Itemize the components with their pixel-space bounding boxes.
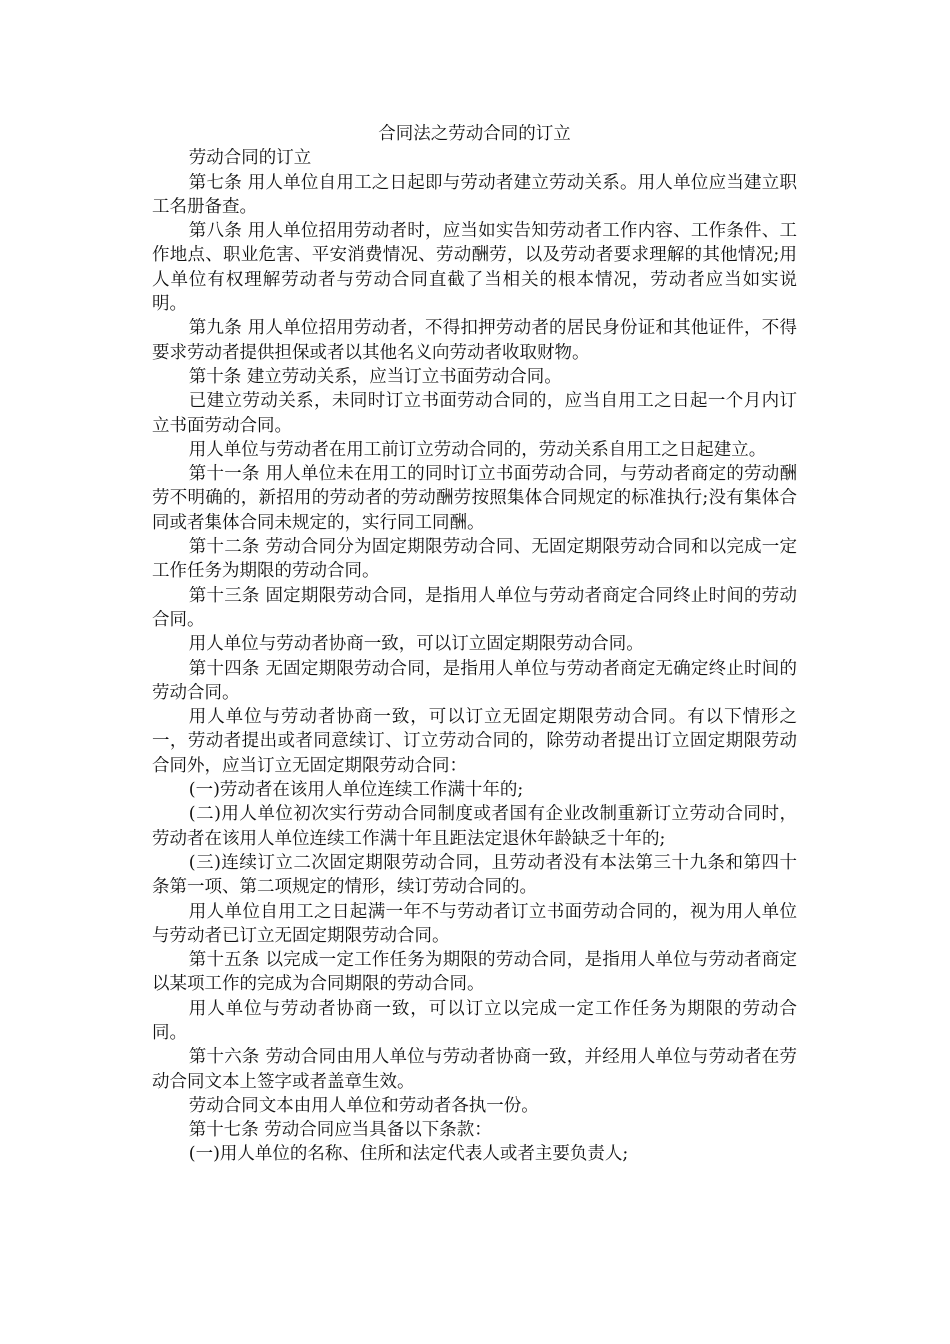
article-14-paragraph-3: 用人单位自用工之日起满一年不与劳动者订立书面劳动合同的，视为用人单位与劳动者已订立无固定期限劳动合同。 <box>152 901 797 946</box>
article-16-paragraph-2: 劳动合同文本由用人单位和劳动者各执一份。 <box>188 1095 539 1116</box>
article-7: 第七条 用人单位自用工之日起即与劳动者建立劳动关系。用人单位应当建立职工名册备查。 <box>152 172 797 217</box>
section-heading: 劳动合同的订立 <box>188 148 312 169</box>
article-10-paragraph-3: 用人单位与劳动者在用工前订立劳动合同的，劳动关系自用工之日起建立。 <box>188 439 767 460</box>
article-14-item-2: (二)用人单位初次实行劳动合同制度或者国有企业改制重新订立劳动合同时，劳动者在该用人单位连续工作满十年且距法定退休年龄缺乏十年的; <box>152 804 797 849</box>
article-8: 第八条 用人单位招用劳动者时，应当如实告知劳动者工作内容、工作条件、工作地点、职业危害、平安消费情况、劳动酬劳，以及劳动者要求理解的其他情况;用人单位有权理解劳动者与劳动合同直截了当相关的根本情况，劳动者应当如实说明。 <box>152 221 797 315</box>
article-14-item-3: (三)连续订立二次固定期限劳动合同，且劳动者没有本法第三十九条和第四十条第一项、第二项规定的情形，续订劳动合同的。 <box>152 852 797 898</box>
article-11: 第十一条 用人单位未在用工的同时订立书面劳动合同，与劳动者商定的劳动酬劳不明确的，新招用的劳动者的劳动酬劳按照集体合同规定的标准执行;没有集体合同或者集体合同未规定的，实行同工同酬。 <box>152 464 797 533</box>
article-16: 第十六条 劳动合同由用人单位与劳动者协商一致，并经用人单位与劳动者在劳动合同文本上签字或者盖章生效。 <box>152 1047 797 1092</box>
article-15: 第十五条 以完成一定工作任务为期限的劳动合同，是指用人单位与劳动者商定以某项工作的完成为合同期限的劳动合同。 <box>152 950 797 995</box>
article-10: 第十条 建立劳动关系，应当订立书面劳动合同。 <box>188 366 562 387</box>
article-14-paragraph-2: 用人单位与劳动者协商一致，可以订立无固定期限劳动合同。有以下情形之一，劳动者提出或者同意续订、订立劳动合同的，除劳动者提出订立固定期限劳动合同外，应当订立无固定期限劳动合同： <box>152 707 797 776</box>
article-10-paragraph-2: 已建立劳动关系，未同时订立书面劳动合同的，应当自用工之日起一个月内订立书面劳动合同。 <box>152 391 797 436</box>
article-15-paragraph-2: 用人单位与劳动者协商一致，可以订立以完成一定工作任务为期限的劳动合同。 <box>152 998 797 1043</box>
article-13: 第十三条 固定期限劳动合同，是指用人单位与劳动者商定合同终止时间的劳动合同。 <box>152 585 797 630</box>
document-page <box>152 122 797 1167</box>
article-17: 第十七条 劳动合同应当具备以下条款： <box>188 1120 492 1141</box>
article-13-paragraph-2: 用人单位与劳动者协商一致，可以订立固定期限劳动合同。 <box>188 634 644 655</box>
article-9: 第九条 用人单位招用劳动者，不得扣押劳动者的居民身份证和其他证件，不得要求劳动者提供担保或者以其他名义向劳动者收取财物。 <box>152 318 797 363</box>
article-12: 第十二条 劳动合同分为固定期限劳动合同、无固定期限劳动合同和以完成一定工作任务为期限的劳动合同。 <box>152 537 797 582</box>
article-14: 第十四条 无固定期限劳动合同，是指用人单位与劳动者商定无确定终止时间的劳动合同。 <box>152 658 797 703</box>
article-17-item-1: (一)用人单位的名称、住所和法定代表人或者主要负责人; <box>188 1144 629 1165</box>
article-14-item-1: (一)劳动者在该用人单位连续工作满十年的; <box>188 780 524 801</box>
document-title: 合同法之劳动合同的订立 <box>378 124 571 144</box>
